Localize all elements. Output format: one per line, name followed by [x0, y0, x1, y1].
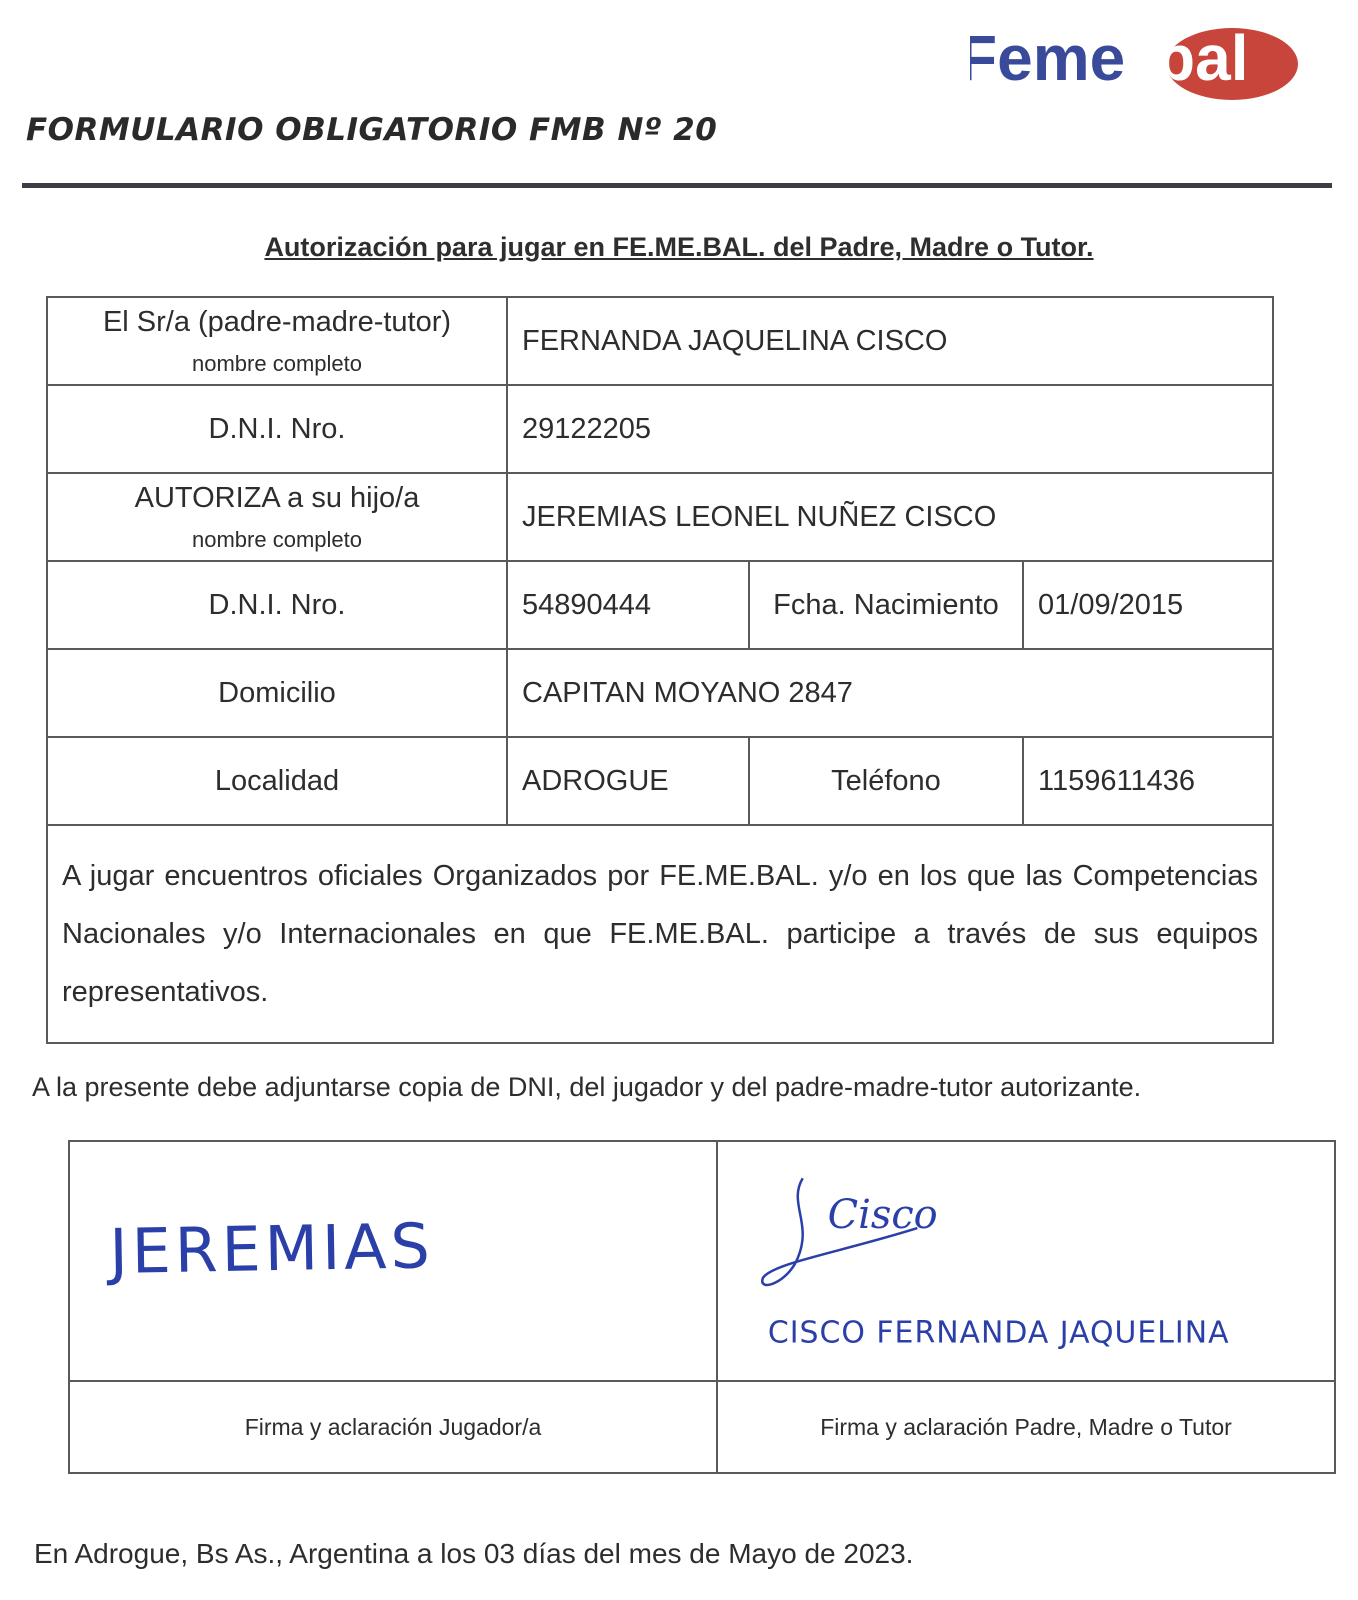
- place-date-line: En Adrogue, Bs As., Argentina a los 03 días del mes de Mayo de 2023.: [34, 1538, 914, 1569]
- statement-row: [47, 825, 1273, 1043]
- guardian-signature-mark: Cisco: [827, 1192, 938, 1239]
- birth-date-label: Fcha. Nacimiento: [749, 561, 1023, 649]
- guardian-dni-field[interactable]: 29122205: [507, 385, 1273, 473]
- child-name-row: [47, 473, 1273, 561]
- address-field[interactable]: CAPITAN MOYANO 2847: [507, 649, 1273, 737]
- signature-row: [69, 1141, 1335, 1381]
- form-title: FORMULARIO OBLIGATORIO FMB Nº 20: [26, 112, 718, 148]
- guardian-label-cell: [47, 297, 507, 385]
- guardian-label: El Sr/a (padre-madre-tutor): [102, 305, 452, 338]
- child-dni-field[interactable]: 54890444: [507, 561, 749, 649]
- birth-date-field[interactable]: 01/09/2015: [1023, 561, 1273, 649]
- guardian-handwriting-text: CISCO FERNANDA JAQUELINA: [767, 1315, 1230, 1351]
- authorization-statement: A jugar encuentros oficiales Organizados por FE.ME.BAL. y/o en los que las Competencias Nacionales y/o Internacionales en que FE.ME.BAL. participe a través de sus equipos representativos.: [47, 825, 1273, 1043]
- guardian-sublabel: nombre completo: [192, 350, 362, 376]
- child-label: AUTORIZA a su hijo/a: [134, 481, 420, 514]
- city-phone-row: [47, 737, 1273, 825]
- guardian-name-row: [47, 297, 1273, 385]
- guardian-signature-box[interactable]: [717, 1141, 1335, 1381]
- header-divider: [22, 183, 1332, 188]
- svg-text:Feme: Feme: [970, 22, 1126, 94]
- phone-label: Teléfono: [749, 737, 1023, 825]
- city-label: Localidad: [47, 737, 507, 825]
- guardian-dni-label: D.N.I. Nro.: [47, 385, 507, 473]
- guardian-dni-row: [47, 385, 1273, 473]
- signature-table: [68, 1140, 1336, 1474]
- player-signature: [70, 1142, 716, 1380]
- child-name-field[interactable]: JEREMIAS LEONEL NUÑEZ CISCO: [507, 473, 1273, 561]
- signature-caption-row: [69, 1381, 1335, 1473]
- femebal-logo: [970, 14, 1320, 104]
- child-dni-label: D.N.I. Nro.: [47, 561, 507, 649]
- phone-field[interactable]: 1159611436: [1023, 737, 1273, 825]
- player-signature-box[interactable]: [69, 1141, 717, 1381]
- femebal-logo-graphic: [970, 14, 1320, 104]
- city-field[interactable]: ADROGUE: [507, 737, 749, 825]
- address-row: [47, 649, 1273, 737]
- guardian-signature: [718, 1142, 1334, 1380]
- attachment-note: A la presente debe adjuntarse copia de DNI, del jugador y del padre-madre-tutor autorizante.: [32, 1072, 1142, 1102]
- authorization-table: [46, 296, 1274, 1044]
- address-label: Domicilio: [47, 649, 507, 737]
- player-signature-caption: Firma y aclaración Jugador/a: [69, 1381, 717, 1473]
- guardian-name-field[interactable]: FERNANDA JAQUELINA CISCO: [507, 297, 1273, 385]
- child-sublabel: nombre completo: [192, 526, 362, 552]
- child-dni-row: [47, 561, 1273, 649]
- guardian-signature-caption: Firma y aclaración Padre, Madre o Tutor: [717, 1381, 1335, 1473]
- child-label-cell: [47, 473, 507, 561]
- player-handwriting-text: JEREMIAS: [108, 1210, 435, 1288]
- svg-text:bal: bal: [1156, 22, 1249, 94]
- form-subtitle: Autorización para jugar en FE.ME.BAL. del Padre, Madre o Tutor.: [264, 232, 1094, 262]
